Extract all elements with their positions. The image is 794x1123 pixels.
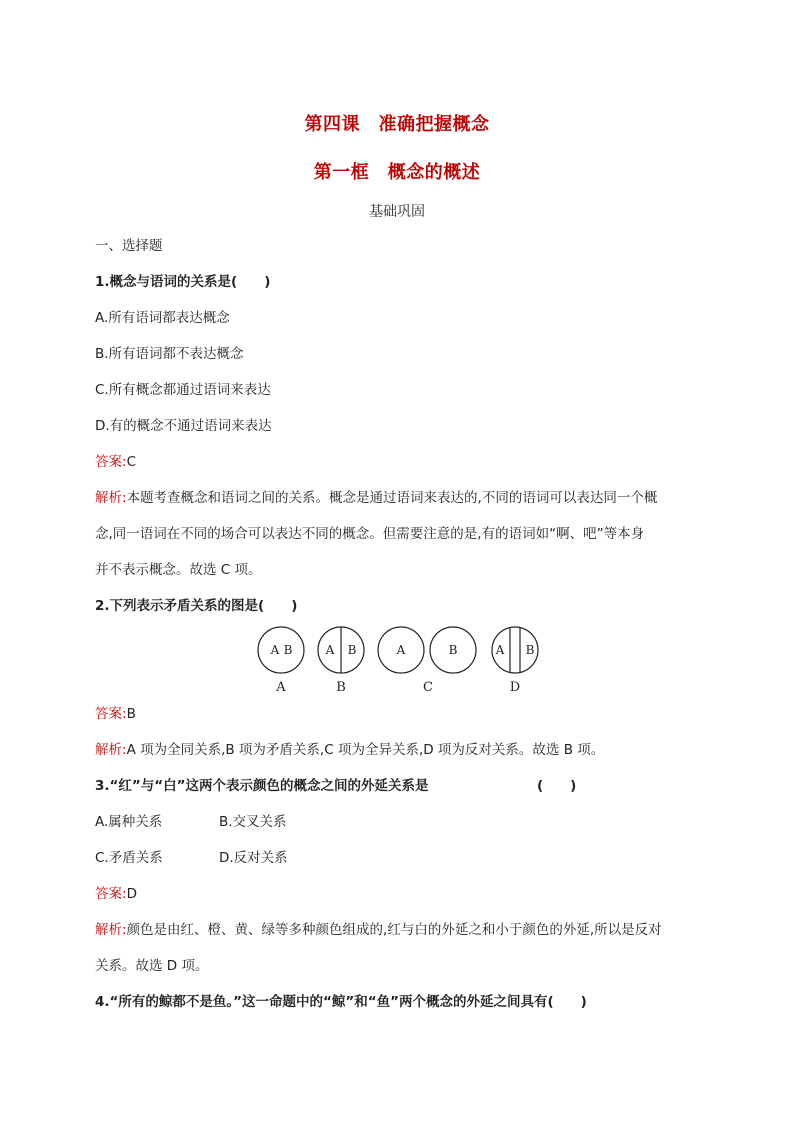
q3-option-d: D.反对关系 bbox=[219, 850, 288, 866]
venn-a-label-a: A bbox=[270, 643, 280, 657]
q3-options-row-1 bbox=[95, 812, 287, 832]
q1-option-d: D.有的概念不通过语词来表达 bbox=[95, 418, 272, 434]
q1-stem: 1.概念与语词的关系是( ) bbox=[95, 274, 271, 290]
analysis-label: 解析: bbox=[95, 490, 127, 506]
q4-stem: 4.“所有的鲸都不是鱼。”这一命题中的“鲸”和“鱼”两个概念的外延之间具有( ) bbox=[95, 994, 587, 1010]
answer-value: B bbox=[126, 706, 136, 722]
q3-stem-paren: ( ) bbox=[537, 778, 577, 794]
q1-option-b: B.所有语词都不表达概念 bbox=[95, 346, 244, 362]
venn-d-label-b: B bbox=[525, 643, 535, 657]
q3-stem: 3.“红”与“白”这两个表示颜色的概念之间的外延关系是 bbox=[95, 778, 429, 794]
analysis-text: A 项为全同关系,B 项为矛盾关系,C 项为全异关系,D 项为反对关系。故选 B 项。 bbox=[126, 742, 605, 758]
answer-value: D bbox=[126, 886, 137, 902]
option-label-d: D bbox=[509, 680, 521, 695]
q1-analysis-line-1 bbox=[95, 488, 657, 508]
q1-answer bbox=[95, 452, 136, 472]
q3-analysis-line-1 bbox=[95, 920, 662, 940]
venn-diagram bbox=[250, 624, 550, 696]
q3-option-a: A.属种关系 bbox=[95, 814, 163, 830]
subtitle: 基础巩固 bbox=[369, 204, 425, 220]
q3-option-b: B.交叉关系 bbox=[219, 814, 287, 830]
venn-diagram-options bbox=[250, 624, 550, 700]
q3-analysis-line-2: 关系。故选 D 项。 bbox=[95, 958, 209, 974]
q2-analysis bbox=[95, 740, 604, 760]
option-label-a: A bbox=[276, 680, 286, 695]
q3-answer bbox=[95, 884, 137, 904]
venn-b-label-a: A bbox=[325, 643, 335, 657]
lesson-title: 第四课 准确把握概念 bbox=[304, 114, 490, 135]
q3-option-c: C.矛盾关系 bbox=[95, 850, 163, 866]
venn-d-label-a: A bbox=[495, 643, 505, 657]
answer-label: 答案: bbox=[95, 886, 127, 902]
option-label-c: C bbox=[423, 680, 433, 695]
analysis-text: 颜色是由红、橙、黄、绿等多种颜色组成的,红与白的外延之和小于颜色的外延,所以是反对 bbox=[126, 922, 662, 938]
q3-options-row-2 bbox=[95, 848, 288, 868]
q1-option-c: C.所有概念都通过语词来表达 bbox=[95, 382, 271, 398]
q1-analysis-line-2: 念,同一语词在不同的场合可以表达不同的概念。但需要注意的是,有的语词如“啊、吧”等本身 bbox=[95, 526, 645, 542]
q2-stem: 2.下列表示矛盾关系的图是( ) bbox=[95, 598, 298, 614]
q1-analysis-line-3: 并不表示概念。故选 C 项。 bbox=[95, 562, 262, 578]
answer-label: 答案: bbox=[95, 706, 127, 722]
venn-a-circle bbox=[258, 627, 304, 673]
venn-a-label-b: B bbox=[283, 643, 293, 657]
analysis-text: 本题考查概念和语词之间的关系。概念是通过语词来表达的,不同的语词可以表达同一个概 bbox=[126, 490, 658, 506]
section-heading: 一、选择题 bbox=[95, 238, 163, 254]
option-label-b: B bbox=[336, 680, 346, 695]
answer-value: C bbox=[126, 454, 136, 470]
venn-b-label-b: B bbox=[347, 643, 357, 657]
analysis-label: 解析: bbox=[95, 922, 127, 938]
q2-answer bbox=[95, 704, 136, 724]
answer-label: 答案: bbox=[95, 454, 127, 470]
venn-c-label-a: A bbox=[396, 643, 406, 657]
section-title: 第一框 概念的概述 bbox=[313, 162, 481, 183]
q1-option-a: A.所有语词都表达概念 bbox=[95, 310, 230, 326]
venn-c-label-b: B bbox=[448, 643, 458, 657]
analysis-label: 解析: bbox=[95, 742, 127, 758]
